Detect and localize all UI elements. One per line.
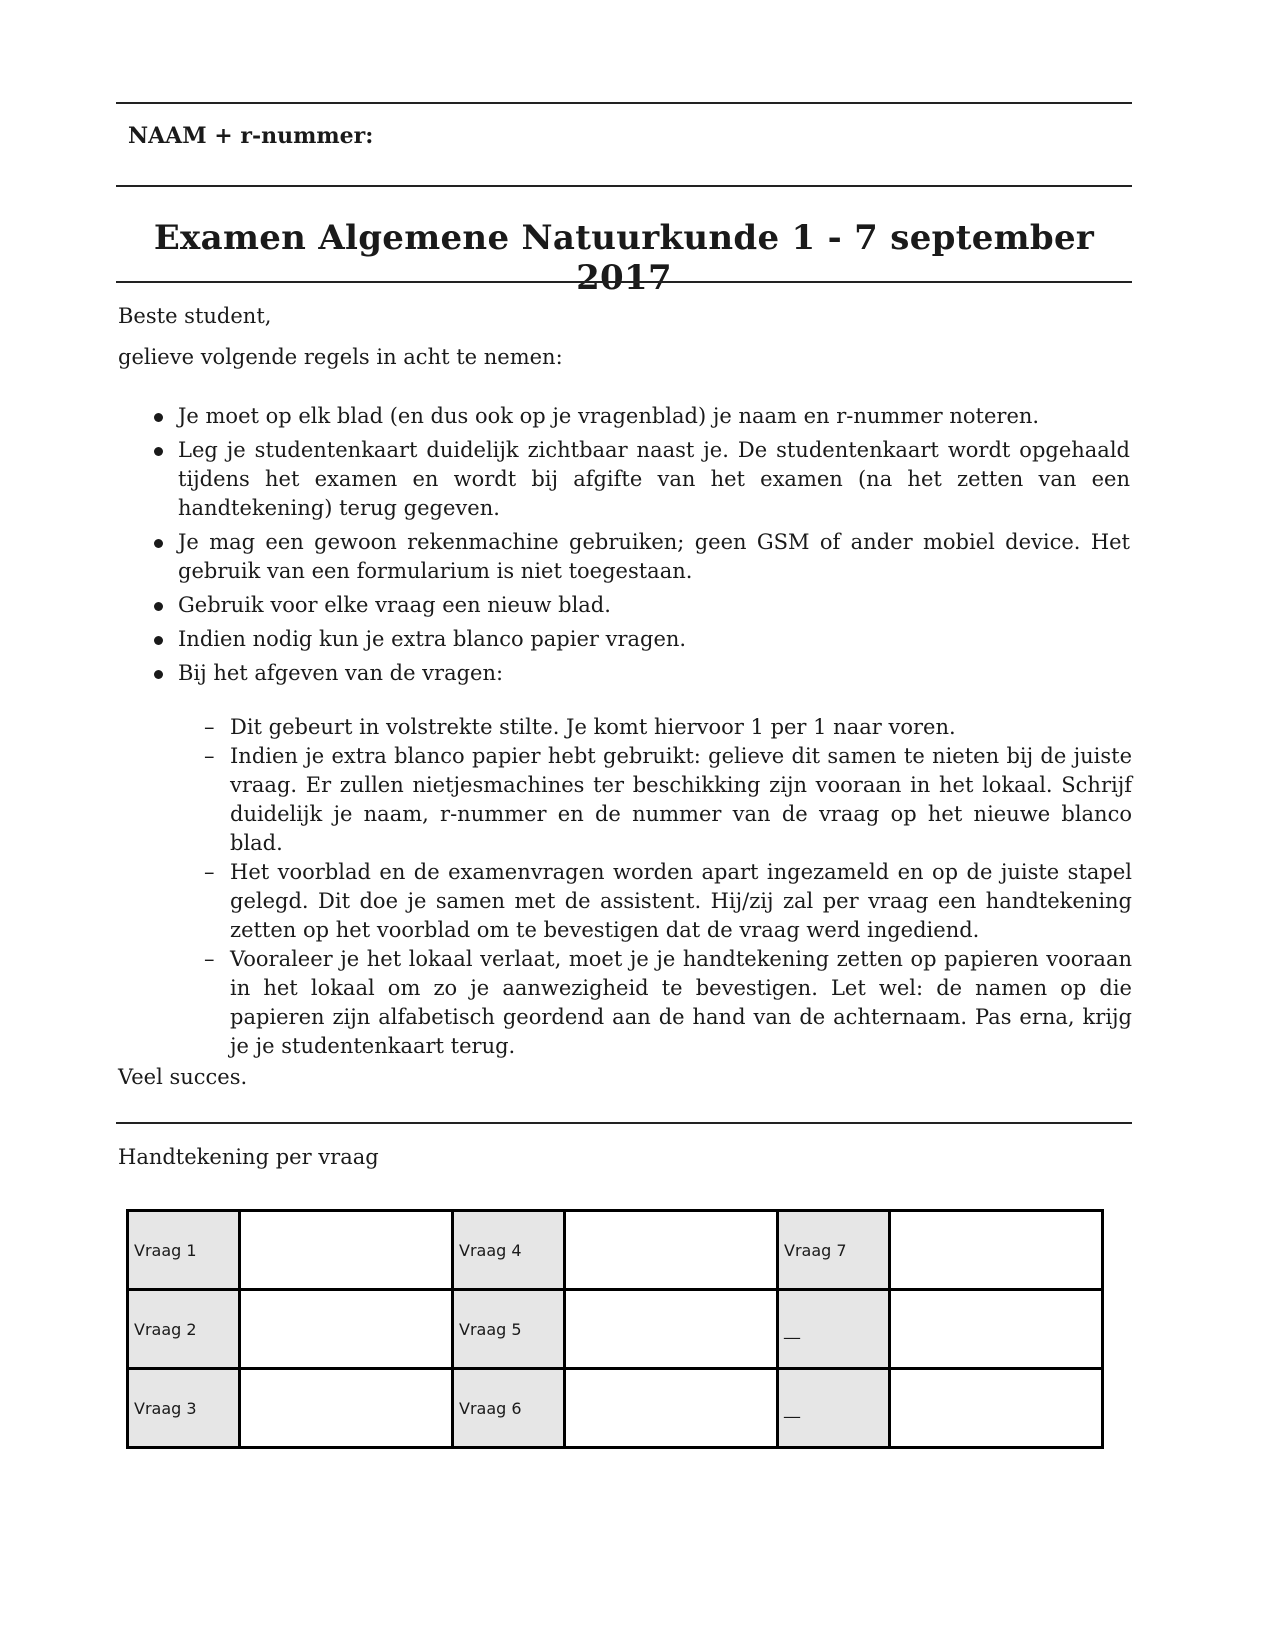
signature-table — [126, 1209, 1104, 1449]
signature-cell — [565, 1290, 778, 1369]
signature-cell — [240, 1369, 453, 1448]
dash-icon: – — [204, 744, 215, 768]
rule-item: Je mag een gewoon rekenmachine gebruiken; geen GSM of ander mobiel device. Het gebruik van een formularium is niet toegestaan. — [150, 528, 1130, 586]
rule-item: Je moet op elk blad (en dus ook op je vragenblad) je naam en r-nummer noteren. — [150, 402, 1130, 431]
subrules-list — [200, 713, 1132, 1061]
dash-icon: – — [204, 860, 215, 884]
bullet-icon — [154, 413, 163, 422]
signature-cell — [890, 1290, 1103, 1369]
question-label: __ — [778, 1369, 890, 1448]
rule-item: Gebruik voor elke vraag een nieuw blad. — [150, 591, 1130, 620]
signature-cell — [890, 1211, 1103, 1290]
top-rule — [116, 102, 1132, 104]
question-label: Vraag 3 — [128, 1369, 240, 1448]
bullet-icon — [154, 636, 163, 645]
bullet-icon — [154, 670, 163, 679]
name-field-label: NAAM + r-nummer: — [128, 123, 374, 149]
signature-cell — [565, 1369, 778, 1448]
instruction-text: gelieve volgende regels in acht te nemen: — [118, 345, 563, 369]
rule-item: Indien nodig kun je extra blanco papier vragen. — [150, 625, 1130, 654]
table-row — [128, 1211, 1103, 1290]
signature-cell — [565, 1211, 778, 1290]
question-label: Vraag 7 — [778, 1211, 890, 1290]
signature-heading: Handtekening per vraag — [118, 1145, 379, 1169]
signature-cell — [890, 1369, 1103, 1448]
rule-item: Bij het afgeven van de vragen: — [150, 659, 1130, 688]
subrule-item: – Het voorblad en de examenvragen worden apart ingezameld en op de juiste stapel gelegd. Dit doe je samen met de assistent. Hij/zij zal per vraag een handtekening zetten op het voorblad om te bevestigen dat de vraag werd ingediend. — [204, 860, 1132, 942]
question-label: Vraag 1 — [128, 1211, 240, 1290]
rules-list — [150, 402, 1130, 693]
question-label: Vraag 6 — [453, 1369, 565, 1448]
signature-rule — [116, 1122, 1132, 1124]
page-title: Examen Algemene Natuurkunde 1 - 7 september 2017 — [153, 218, 1095, 298]
question-label: __ — [778, 1290, 890, 1369]
subrule-item: – Indien je extra blanco papier hebt gebruikt: gelieve dit samen te nieten bij de juiste vraag. Er zullen nietjesmachines ter beschikking zijn vooraan in het lokaal. Schrijf duidelijk je naam, r-nummer en de nummer van de vraag op het nieuwe blanco blad. — [204, 744, 1132, 855]
question-label: Vraag 5 — [453, 1290, 565, 1369]
rule-item: Leg je studentenkaart duidelijk zichtbaar naast je. De studentenkaart wordt opgehaald tijdens het examen en wordt bij afgifte van het examen (na het zetten van een handtekening) terug gegeven. — [150, 436, 1130, 523]
table-row — [128, 1369, 1103, 1448]
table-row — [128, 1290, 1103, 1369]
bullet-icon — [154, 539, 163, 548]
signature-cell — [240, 1211, 453, 1290]
bullet-icon — [154, 602, 163, 611]
signature-cell — [240, 1290, 453, 1369]
closing-text: Veel succes. — [118, 1065, 248, 1089]
bullet-icon — [154, 447, 163, 456]
dash-icon: – — [204, 947, 215, 971]
question-label: Vraag 4 — [453, 1211, 565, 1290]
dash-icon: – — [204, 715, 215, 739]
subrule-item: – Vooraleer je het lokaal verlaat, moet je je handtekening zetten op papieren vooraan in het lokaal om zo je aanwezigheid te bevestigen. Let wel: de namen op die papieren zijn alfabetisch geordend aan de hand van de achternaam. Pas erna, krijg je je studentenkaart terug. — [204, 947, 1132, 1058]
greeting: Beste student, — [118, 304, 272, 328]
question-label: Vraag 2 — [128, 1290, 240, 1369]
name-rule — [116, 185, 1132, 187]
subrule-item: – Dit gebeurt in volstrekte stilte. Je komt hiervoor 1 per 1 naar voren. — [200, 713, 1132, 742]
title-rule — [116, 281, 1132, 283]
